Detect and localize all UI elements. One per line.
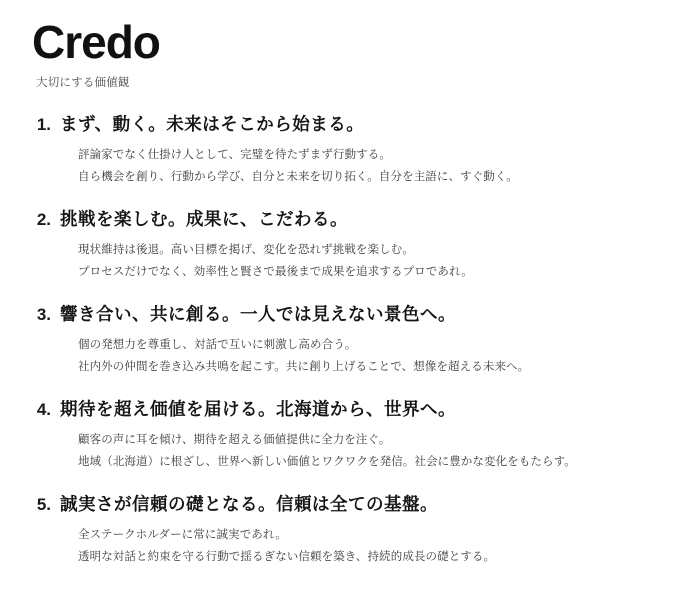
list-item-line: 透明な対話と約束を守る行動で揺るぎない信頼を築き、持続的成長の礎とする。	[78, 551, 496, 564]
page-title: Credo	[32, 16, 160, 68]
list-item-heading: まず、動く。未来はそこから始まる。	[60, 114, 365, 135]
list-item-heading: 響き合い、共に創る。一人では見えない景色へ。	[60, 304, 456, 325]
list-item-number: 3.	[36, 305, 51, 325]
list-item-line: 自ら機会を創り、行動から学び、自分と未来を切り拓く。自分を主語に、すぐ動く。	[78, 171, 518, 184]
list-item-line: 個の発想力を尊重し、対話で互いに刺激し高め合う。	[78, 338, 357, 351]
page-subtitle: 大切にする価値観	[36, 77, 130, 90]
list-item-body	[60, 112, 666, 187]
list-item-lines	[78, 432, 666, 473]
list-item-line: 全ステークホルダーに常に誠実であれ。	[78, 528, 287, 541]
list-item-lines	[78, 527, 666, 568]
list-item-number: 5.	[36, 495, 51, 515]
list-item-line: 評論家でなく仕掛け人として、完璧を待たずまず行動する。	[78, 148, 391, 161]
list-item-number: 2.	[36, 210, 51, 230]
list-item-line: 顧客の声に耳を傾け、期待を超える価値提供に全力を注ぐ。	[78, 433, 391, 446]
list-item-line: 地域（北海道）に根ざし、世界へ新しい価値とワクワクを発信。社会に豊かな変化をもたらす。	[78, 456, 576, 469]
list-item-heading: 誠実さが信頼の礎となる。信頼は全ての基盤。	[60, 494, 438, 515]
list-item-body	[60, 397, 666, 472]
credo-list	[34, 112, 666, 567]
list-item-line: 社内外の仲間を巻き込み共鳴を起こす。共に創り上げることで、想像を超える未来へ。	[78, 361, 530, 374]
list-item-lines	[78, 147, 666, 188]
list-item-number: 4.	[36, 400, 51, 420]
list-item	[34, 302, 666, 377]
list-item-body	[60, 302, 666, 377]
list-item-heading: 挑戦を楽しむ。成果に、こだわる。	[60, 209, 348, 230]
list-item-lines	[78, 242, 666, 283]
list-item-line: プロセスだけでなく、効率性と賢さで最後まで成果を追求するプロであれ。	[78, 266, 473, 279]
list-item-line: 現状維持は後退。高い目標を掲げ、変化を恐れず挑戦を楽しむ。	[78, 243, 414, 256]
list-item	[34, 207, 666, 282]
list-item	[34, 112, 666, 187]
list-item-heading: 期待を超え価値を届ける。北海道から、世界へ。	[60, 399, 456, 420]
list-item-body	[60, 492, 666, 567]
list-item-lines	[78, 337, 666, 378]
list-item-number: 1.	[36, 115, 51, 135]
list-item	[34, 492, 666, 567]
list-item	[34, 397, 666, 472]
list-item-body	[60, 207, 666, 282]
